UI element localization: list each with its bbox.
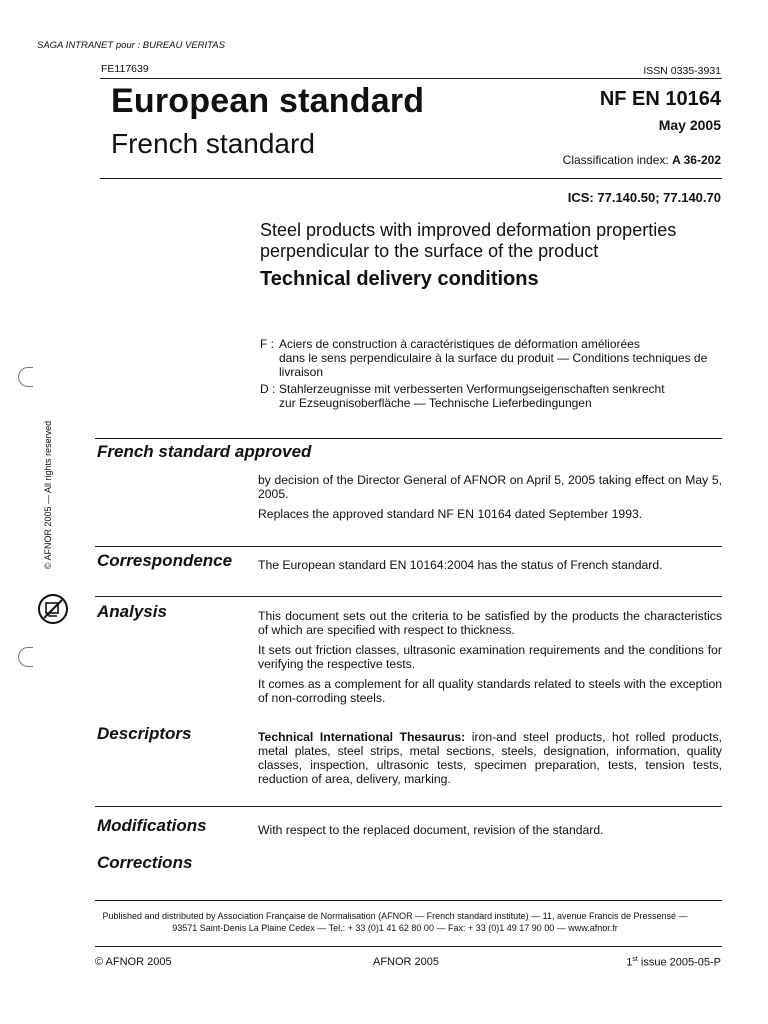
classification-label: Classification index: [562, 153, 669, 167]
publisher-line: Published and distributed by Association Française de Normalisation (AFNOR — French standard institute) — 11, avenue Francis de Pressensé — [102, 911, 688, 921]
source-note: SAGA INTRANET pour : BUREAU VERITAS [37, 40, 225, 51]
footer-copyright: © AFNOR 2005 [95, 956, 172, 968]
section-rule [95, 806, 722, 807]
descriptor-list: iron-and steel products, hot rolled products, metal plates, steel strips, metal sections, steels, designation, information, quality classes, inspection, ultrasonic tests, specimen preparation, tests, tension tests, reduction of area, delivery, marking. [258, 730, 722, 786]
punch-hole-mark [18, 367, 33, 387]
ics-codes: ICS: 77.140.50; 77.140.70 [567, 190, 721, 205]
paragraph: by decision of the Director General of AFNOR on April 5, 2005 taking effect on May 5, 2005. [258, 473, 722, 501]
issn-number: ISSN 0335-3931 [643, 65, 721, 77]
section-body-descriptors [258, 730, 722, 792]
footer-rule [95, 946, 722, 947]
issue-number: 1 [626, 956, 633, 969]
section-title-analysis: Analysis [97, 602, 167, 621]
publisher-info [60, 910, 730, 934]
language-code: F : [260, 337, 274, 351]
footer-rule [95, 900, 722, 901]
paragraph: The European standard EN 10164:2004 has the status of French standard. [258, 558, 663, 572]
section-title-correspondence: Correspondence [97, 551, 233, 570]
side-copyright: © AFNOR 2005 — All rights reserved [43, 420, 53, 570]
language-code: D : [260, 382, 276, 396]
section-title-modifications: Modifications [97, 816, 207, 835]
standard-number: NF EN 10164 [599, 88, 721, 110]
translation-continuation: zur Ezseugnisoberfläche — Technische Lieferbedingungen [279, 396, 592, 410]
section-body-analysis [258, 609, 722, 711]
paragraph: Replaces the approved standard NF EN 10164 dated September 1993. [258, 507, 643, 521]
translation-line: Stahlerzeugnisse mit verbesserten Verformungseigenschaften senkrecht [279, 382, 665, 396]
footer-center-text: AFNOR 2005 [373, 956, 440, 968]
footer-issue [626, 956, 721, 969]
section-body-correspondence [258, 558, 722, 578]
paragraph: It sets out friction classes, ultrasonic examination requirements and the conditions for verifying the respective tests. [258, 643, 722, 671]
classification-value: A 36-202 [672, 153, 721, 167]
section-title-approved: French standard approved [97, 442, 312, 461]
issue-ordinal: st [632, 956, 638, 963]
translation-continuation: dans le sens perpendiculaire à la surface du produit — Conditions techniques de livraison [279, 351, 708, 379]
section-rule [95, 438, 722, 439]
title-rule [100, 178, 722, 179]
header-rule [100, 78, 722, 79]
section-title-descriptors: Descriptors [97, 724, 192, 743]
punch-hole-mark [18, 647, 33, 667]
main-title: European standard [111, 82, 425, 120]
publisher-line: 93571 Saint-Denis La Plaine Cedex — Tel.: + 33 (0)1 41 62 80 00 — Fax: + 33 (0)1 49 17 90 00 — www.afnor.fr [172, 923, 618, 933]
section-rule [95, 596, 722, 597]
issue-text: issue 2005-05-P [637, 956, 721, 969]
section-body-modifications [258, 823, 722, 843]
classification-index [563, 153, 721, 167]
product-subtitle: Technical delivery conditions [260, 268, 539, 290]
product-title: Steel products with improved deformation properties perpendicular to the surface of the product [260, 220, 677, 261]
paragraph: It comes as a complement for all quality standards related to steels with the exception of non-corroding steels. [258, 677, 722, 705]
no-copy-icon [36, 592, 70, 626]
translation-german [260, 382, 730, 410]
section-body-approved [258, 473, 722, 527]
translation-line: Aciers de construction à caractéristiques de déformation améliorées [279, 337, 640, 351]
paragraph: This document sets out the criteria to be satisfied by the products the characteristics of which are specified with respect to thickness. [258, 609, 722, 637]
translation-french [260, 337, 730, 379]
section-title-corrections: Corrections [97, 853, 193, 872]
standard-date: May 2005 [658, 117, 721, 133]
document-reference: FE117639 [101, 63, 149, 75]
sub-title: French standard [111, 128, 315, 159]
thesaurus-label: Technical International Thesaurus: [258, 730, 466, 744]
section-rule [95, 546, 722, 547]
paragraph: With respect to the replaced document, revision of the standard. [258, 823, 604, 837]
